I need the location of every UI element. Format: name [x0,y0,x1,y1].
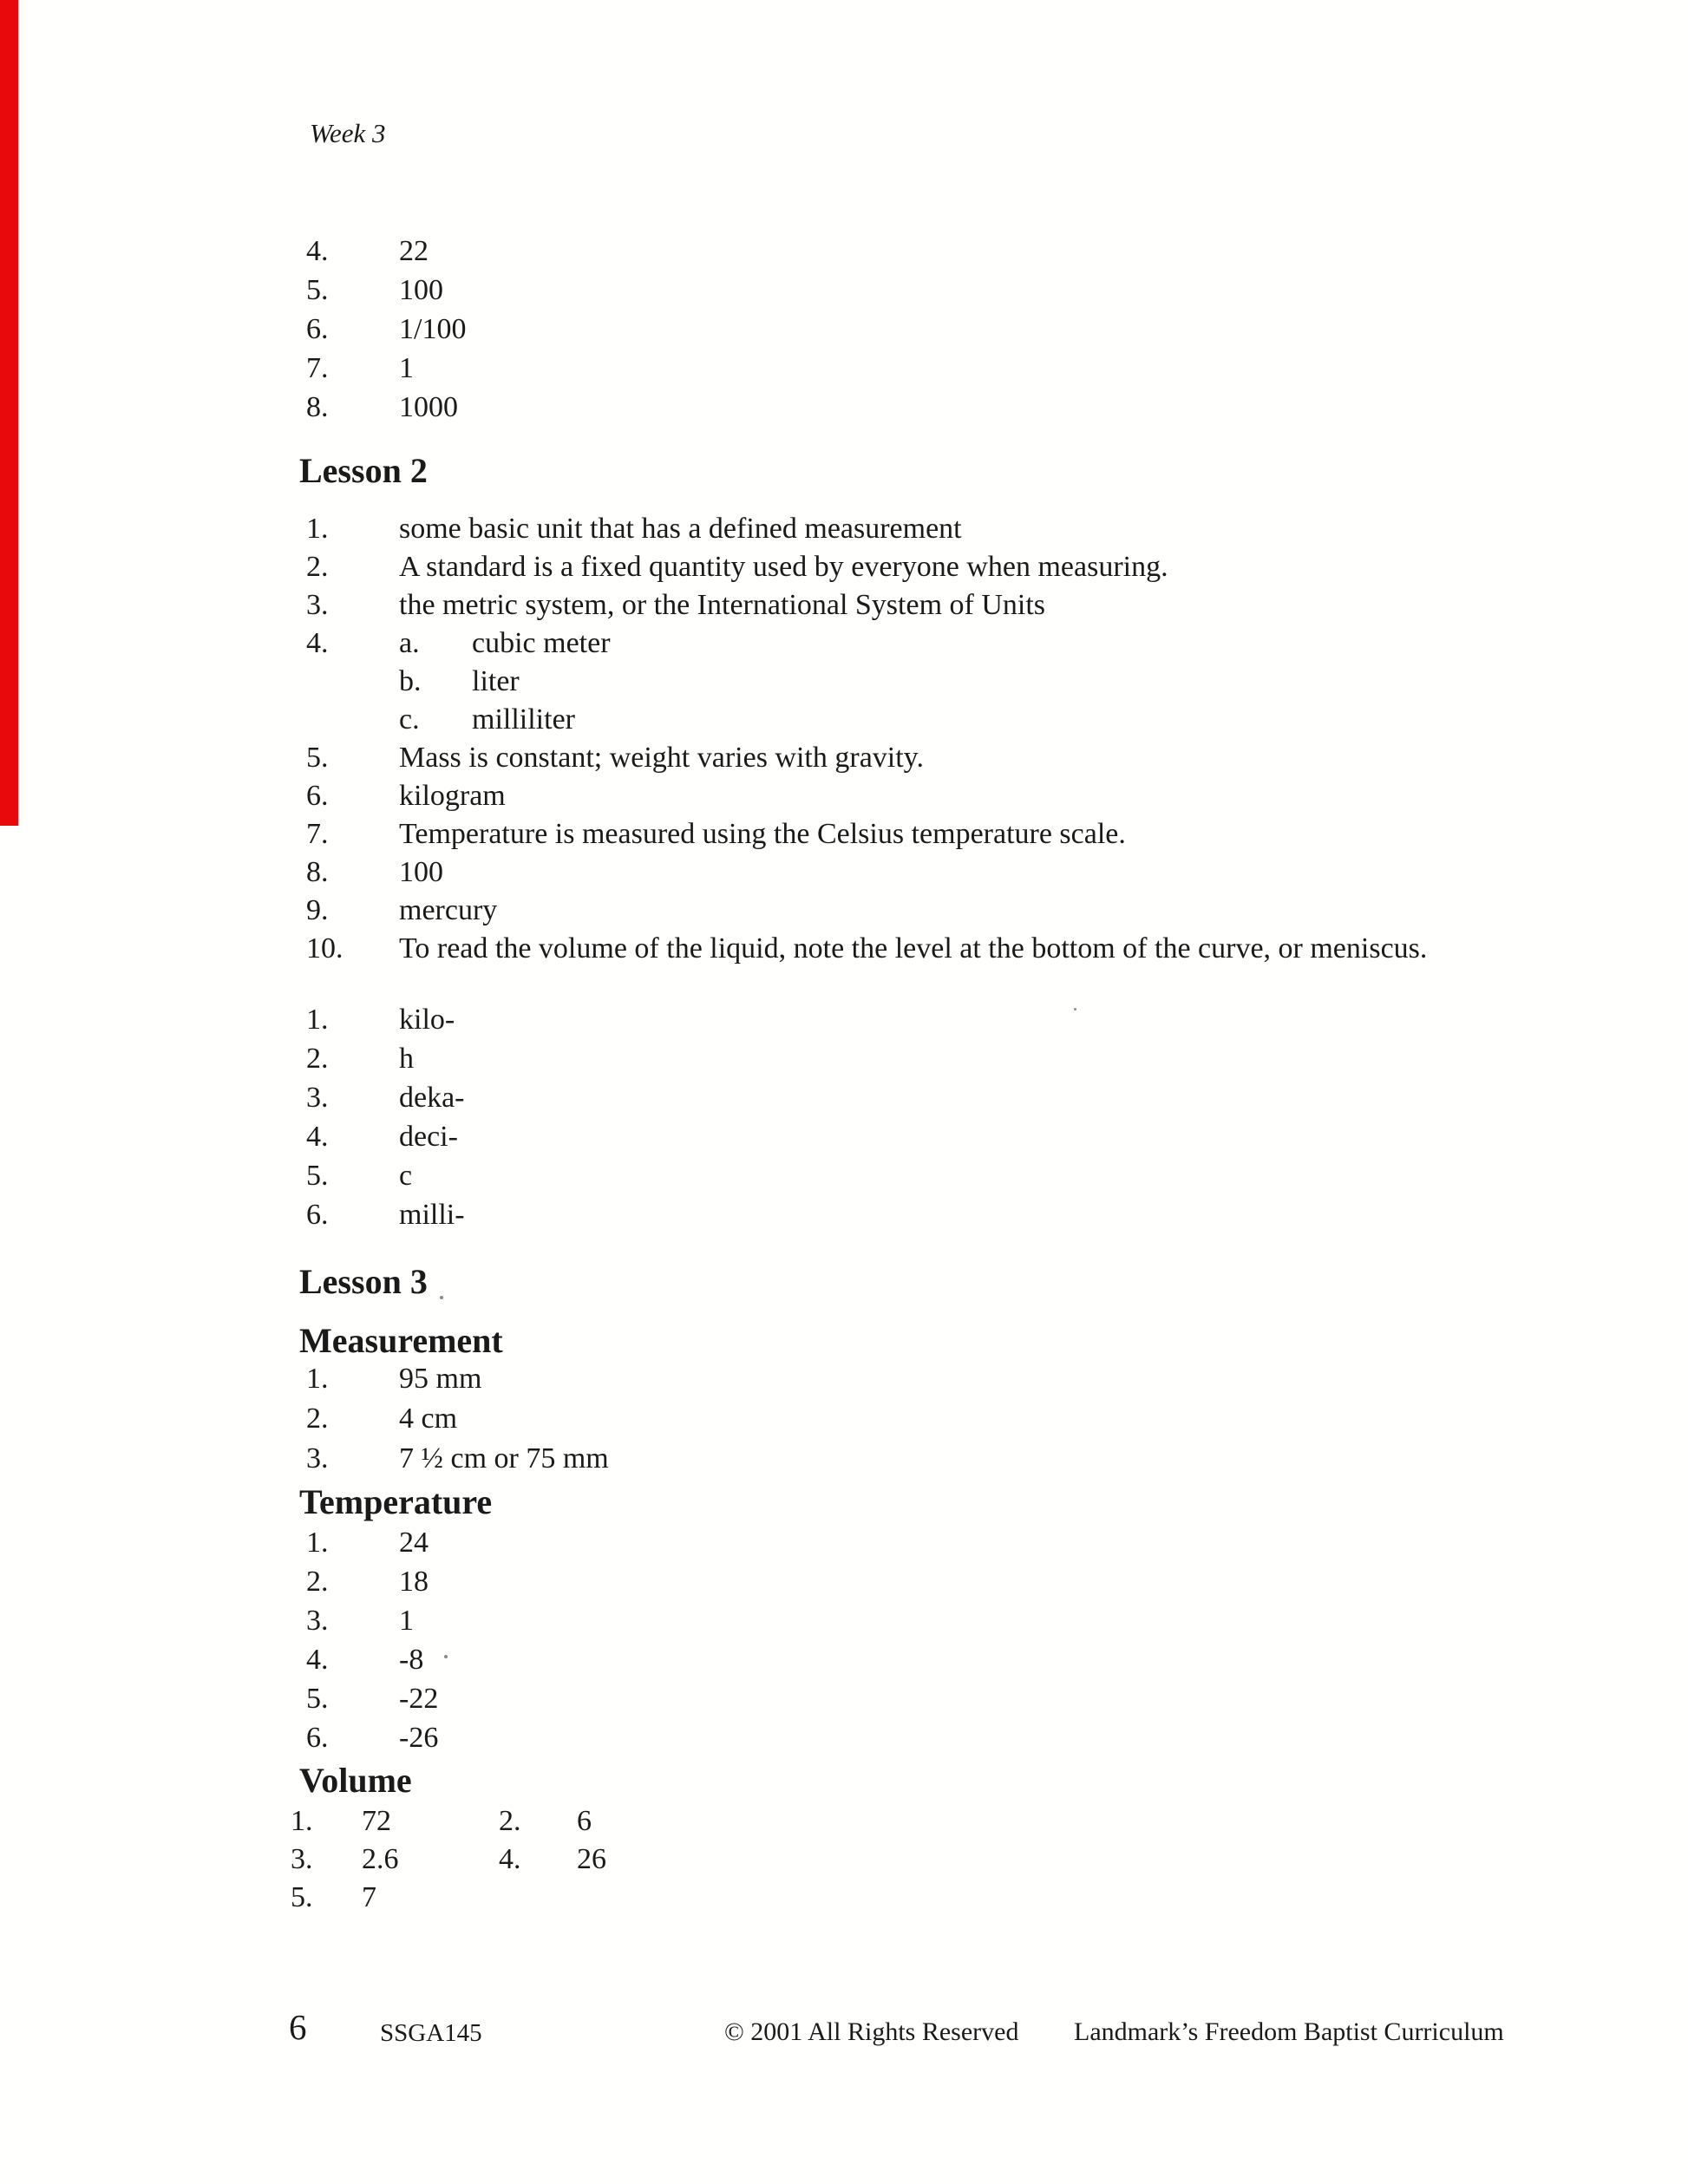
answer-text: 1 [399,352,414,384]
answer-row [306,1000,465,1039]
answer-number: 8. [306,856,329,888]
answer-text: Temperature is measured using the Celsius temperature scale. [399,818,1126,850]
answer-number: 2. [306,1043,329,1075]
measurement-heading: Measurement [299,1321,503,1360]
answer-text: 24 [399,1527,429,1559]
answer-row [306,1195,465,1234]
answer-text: kilo- [399,1004,455,1036]
answer-text: A standard is a fixed quantity used by everyone when measuring. [399,551,1168,583]
answer-number: 7. [306,352,329,384]
answer-row [306,586,1427,624]
answer-text: -8 [399,1644,424,1676]
answer-row [306,1117,465,1156]
answer-text: -26 [399,1722,439,1754]
answer-row [306,1439,609,1479]
answer-text: cubic meter [472,627,611,659]
answer-number: 2. [499,1805,521,1837]
answer-row [306,388,466,427]
answer-number: 5. [306,274,329,306]
answer-row [306,1679,438,1718]
answer-number: 3. [306,589,329,621]
scan-speck [1074,1008,1076,1010]
answer-number: 3. [306,1442,329,1475]
red-edge-ribbon [0,0,18,826]
answer-text: -22 [399,1683,439,1715]
answer-row [306,1039,465,1078]
answer-row [306,1562,438,1601]
answer-row [306,1640,438,1679]
answer-row [306,1718,438,1757]
answer-text: deka- [399,1082,465,1114]
answer-text: 6 [577,1805,592,1837]
answer-number: 1. [306,1004,329,1036]
answer-number: 6. [306,313,329,345]
answer-text: liter [472,665,520,697]
volume-answer-grid [291,1802,606,1917]
answer-number: 4. [306,235,329,267]
measurement-answer-list [306,1359,609,1479]
publisher-name: Landmark’s Freedom Baptist Curriculum [1074,2017,1504,2046]
page-number: 6 [289,2007,307,2047]
answer-number: 4. [306,1121,329,1153]
answer-text: h [399,1043,414,1075]
answer-number: 1. [306,1363,329,1395]
answer-number: 5. [306,1683,329,1715]
lesson3-heading: Lesson 3 [299,1262,428,1301]
answer-text: milliliter [472,703,575,736]
answer-row [306,1359,609,1399]
answer-number: 8. [306,391,329,423]
answer-text: mercury [399,894,498,926]
answer-row [306,624,1427,663]
answer-row [291,1802,606,1841]
answer-row [291,1879,606,1917]
answer-text: 1 [399,1605,414,1637]
book-code: SSGA145 [380,2019,482,2047]
answer-number: 6. [306,780,329,812]
answer-row [306,1399,609,1439]
copyright-notice: © 2001 All Rights Reserved [724,2017,1019,2046]
answer-text: 95 mm [399,1363,482,1395]
answer-row [306,853,1427,892]
week-label: Week 3 [310,118,386,148]
answer-number: 2. [306,551,329,583]
temperature-heading: Temperature [299,1482,493,1521]
answer-text: 7 ½ cm or 75 mm [399,1442,609,1475]
answer-row [306,663,1427,701]
answer-number: 5. [291,1881,313,1913]
temperature-answer-list [306,1523,438,1757]
answer-text: c [399,1160,413,1192]
answer-text: the metric system, or the International System of Units [399,589,1046,621]
answer-number: 10. [306,932,343,964]
answer-row [306,930,1427,968]
answer-number: 3. [291,1843,313,1875]
answer-text: 2.6 [362,1843,399,1875]
answer-number: 2. [306,1566,329,1598]
answer-number: 3. [306,1082,329,1114]
lesson2-answer-list [306,510,1427,968]
answer-row [306,271,466,310]
answer-number: 5. [306,742,329,774]
answer-row [306,1523,438,1562]
answer-text: kilogram [399,780,506,812]
answer-number: 1. [306,1527,329,1559]
answer-text: 7 [362,1881,376,1913]
answer-row [306,739,1427,777]
answer-number: 3. [306,1605,329,1637]
answer-text: To read the volume of the liquid, note the level at the bottom of the curve, or meniscus. [399,932,1428,964]
prefix-answer-list [306,1000,465,1234]
answer-row [306,232,466,271]
answer-text: deci- [399,1121,458,1153]
sub-letter: a. [399,627,420,659]
answer-row [306,1156,465,1195]
answer-number: 6. [306,1722,329,1754]
answer-text: 72 [362,1805,391,1837]
answer-row [306,349,466,388]
answer-text: 22 [399,235,429,267]
answer-number: 4. [306,627,329,659]
answer-text: milli- [399,1199,465,1231]
intro-answer-list [306,232,466,427]
answer-number: 4. [306,1644,329,1676]
answer-text: 1/100 [399,313,467,345]
answer-number: 5. [306,1160,329,1192]
answer-row [306,1078,465,1117]
answer-row [306,1601,438,1640]
answer-number: 2. [306,1403,329,1435]
scan-speck [440,1296,443,1299]
answer-row [306,510,1427,548]
answer-text: 100 [399,856,443,888]
answer-text: 18 [399,1566,429,1598]
answer-row [306,548,1427,586]
answer-number: 6. [306,1199,329,1231]
answer-text: Mass is constant; weight varies with gravity. [399,742,924,774]
answer-number: 9. [306,894,329,926]
answer-number: 7. [306,818,329,850]
answer-row [306,701,1427,739]
answer-text: 1000 [399,391,458,423]
answer-row [306,892,1427,930]
answer-number: 1. [291,1805,313,1837]
sub-letter: b. [399,665,422,697]
answer-text: 4 cm [399,1403,458,1435]
answer-row [291,1841,606,1879]
answer-text: some basic unit that has a defined measurement [399,513,962,545]
lesson2-heading: Lesson 2 [299,451,428,490]
answer-row [306,777,1427,815]
answer-number: 4. [499,1843,521,1875]
answer-text: 26 [577,1843,606,1875]
answer-text: 100 [399,274,443,306]
scan-speck [444,1655,448,1658]
sub-letter: c. [399,703,420,736]
answer-row [306,310,466,349]
answer-number: 1. [306,513,329,545]
volume-heading: Volume [299,1761,412,1800]
answer-row [306,815,1427,853]
